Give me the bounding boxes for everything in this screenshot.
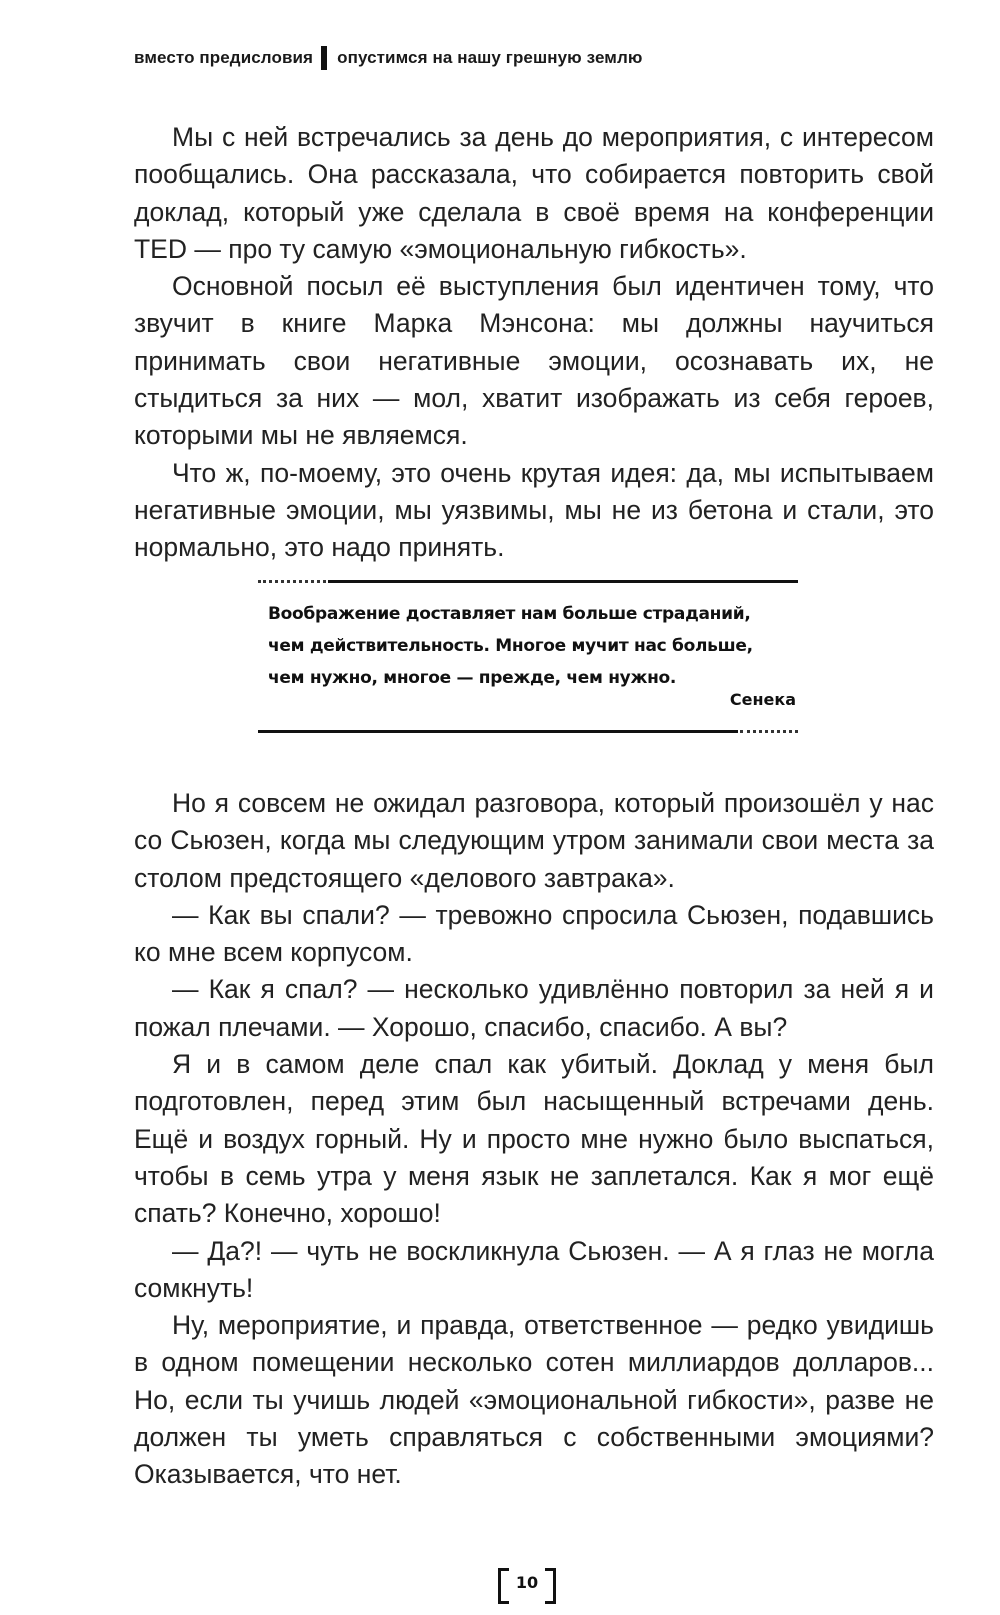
body-text-bottom <box>134 785 934 1494</box>
quote-line: чем действительность. Многое мучит нас больше, <box>268 636 753 656</box>
running-header <box>134 46 642 70</box>
paragraph: Мы с ней встречались за день до мероприятия, с интересом пообщались. Она рассказала, что собирается повторить свой доклад, который уже сделала в своё время на конференции TED — про ту самую «эмоциональную гибкость». <box>134 122 934 264</box>
header-section: опустимся на нашу грешную землю <box>337 48 643 67</box>
paragraph: — Как вы спали? — тревожно спросила Сьюзен, подавшись ко мне всем корпусом. <box>134 899 934 968</box>
paragraph: Ну, мероприятие, и правда, ответственное — редко увидишь в одном помещении несколько сотен миллиардов долларов... Но, если ты учишь людей «эмоциональной гибкости», разве не должен ты уметь справляться с собственными эмоциями? Оказывается, что нет. <box>134 1310 934 1490</box>
quote-rule-bottom-dotted <box>740 730 798 733</box>
quote-author: Сенека <box>729 690 796 709</box>
quote-text <box>268 598 798 694</box>
page-number-value: 10 <box>515 1573 539 1592</box>
quote-rule-top-dotted <box>258 580 326 583</box>
header-separator <box>321 46 327 70</box>
paragraph: Основной посыл её выступления был идентичен тому, что звучит в книге Марка Мэнсона: мы должны научиться принимать свои негативные эмоции, осознавать их, не стыдиться за них — мол, хватит изображать из себя героев, которыми мы не являемся. <box>134 271 934 451</box>
paragraph: Я и в самом деле спал как убитый. Доклад у меня был подготовлен, перед этим был насыщенный встречами день. Ещё и воздух горный. Ну и просто мне нужно было выспаться, чтобы в семь утра у меня язык не заплетался. Как я мог ещё спать? Конечно, хорошо! <box>134 1049 934 1229</box>
page-number <box>498 1568 556 1598</box>
quote-line: чем нужно, многое — прежде, чем нужно. <box>268 668 677 688</box>
quote-line: Воображение доставляет нам больше страданий, <box>268 604 751 624</box>
paragraph: Но я совсем не ожидал разговора, который произошёл у нас со Сьюзен, когда мы следующим утром занимали свои места за столом предстоящего «делового завтрака». <box>134 788 934 893</box>
quote-rule-top <box>328 580 798 583</box>
paragraph: — Да?! — чуть не воскликнула Сьюзен. — А я глаз не могла сомкнуть! <box>134 1235 934 1303</box>
page-number-bracket-right <box>545 1568 556 1604</box>
epigraph-quote <box>258 570 798 740</box>
body-text-top <box>134 119 934 567</box>
header-chapter: вместо предисловия <box>134 48 314 67</box>
quote-rule-bottom <box>258 730 738 733</box>
paragraph: Что ж, по-моему, это очень крутая идея: да, мы испытываем негативные эмоции, мы уязвимы, мы не из бетона и стали, это нормально, это надо принять. <box>134 457 934 563</box>
paragraph: — Как я спал? — несколько удивлённо повторил за ней я и пожал плечами. — Хорошо, спасибо, спасибо. А вы? <box>134 974 934 1042</box>
